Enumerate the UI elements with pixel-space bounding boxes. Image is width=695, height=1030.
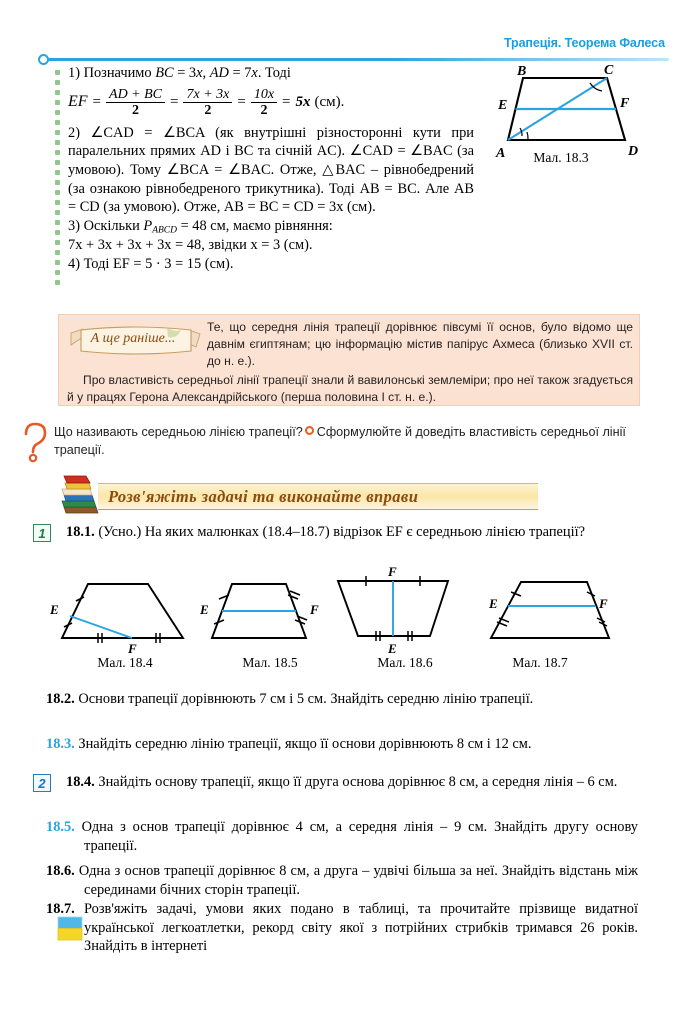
svg-text:F: F (310, 602, 319, 617)
historical-note-paragraph-2: Про властивість середньої лінії трапеції знали й вавилонські землеміри; про неї також згадується й у працях Герона Александрійського (перша половина I ст. н. е.). (67, 372, 633, 404)
step1-bc: BC (155, 65, 174, 81)
figure-18-7-caption: Мал. 18.7 (512, 655, 568, 670)
solution-block (68, 64, 474, 273)
midline-formula (68, 87, 474, 118)
svg-text:E: E (498, 98, 508, 113)
header-bullet-icon (38, 54, 49, 65)
svg-text:F: F (388, 566, 397, 579)
historical-note-text (59, 319, 641, 406)
svg-text:E: E (489, 596, 498, 611)
figure-row (40, 566, 660, 656)
solution-step-3-line1 (68, 217, 474, 237)
exercise-18-5-number: 18.5. (46, 819, 75, 835)
solution-step-4: 4) Тоді EF = 5 · 3 = 15 (см). (68, 255, 234, 272)
exercise-18-4 (66, 773, 636, 792)
fraction-2-numerator: 7x + 3x (186, 86, 230, 102)
page-header (0, 36, 695, 58)
level-badge-1: 1 (33, 524, 51, 542)
formula-fraction-3 (251, 87, 277, 118)
svg-text:E: E (50, 602, 59, 617)
step3-prefix: 3) Оскільки (68, 217, 144, 234)
figure-18-7-svg (475, 566, 625, 656)
question-prompt (54, 424, 639, 459)
figure-18-6-caption: Мал. 18.6 (377, 655, 433, 670)
exercise-18-2-number: 18.2. (46, 691, 75, 707)
svg-text:E: E (200, 602, 209, 617)
figure-18-5-svg (190, 566, 330, 656)
formula-eq-4: = (282, 93, 291, 110)
figure-18-5-caption: Мал. 18.5 (242, 655, 298, 670)
books-stack-svg (58, 473, 104, 515)
step1-comma: , (202, 65, 210, 81)
books-stack-icon (58, 473, 104, 513)
figure-18-3-svg (476, 62, 656, 162)
figure-18-3-caption: Мал. 18.3 (533, 150, 589, 165)
ukraine-flag-svg (57, 916, 84, 942)
fraction-3-denominator: 2 (251, 102, 277, 118)
exercise-18-6-text: Одна з основ трапеції дорівнює 8 см, а друга – удвічі більша за неї. Знайдіть відстань між серединами бічних сторін трапеції. (78, 863, 638, 898)
exercise-18-7 (46, 900, 638, 956)
question-mark-icon (20, 422, 50, 462)
level-badge-2: 2 (33, 774, 51, 792)
section-banner-label: Розв'яжіть задачі та виконайте вправи (108, 487, 419, 506)
svg-text:F: F (599, 596, 608, 611)
step1-end: . Тоді (257, 65, 291, 81)
question-part-2: Сформулюйте й доведіть властивість середньої лінії трапеції. (54, 425, 626, 457)
solution-step-2: 2) ∠CAD = ∠BCA (як внутрішні різносторонні кути при паралельних прямих AD і BC та січній AC). ∠CAD = ∠BAC (за умовою). Тому ∠BCA = ∠BAC. Отже, △BAC – рівнобедрений (за ознакою рівнобедреного трикутника). Тоді AB = BC. Але AB = CD (за умовою). Отже, AB = BC = CD = 3x (см). (68, 124, 474, 216)
exercise-18-7-body (46, 900, 638, 956)
fraction-1-denominator: 2 (106, 102, 165, 118)
step1-eq1: = 3 (173, 65, 197, 81)
figure-18-4-svg (40, 566, 190, 656)
figure-18-3 (476, 62, 656, 162)
exercise-18-3-body (46, 735, 638, 754)
svg-text:F: F (128, 641, 137, 656)
svg-text:B: B (517, 64, 527, 79)
exercise-18-3-number: 18.3. (46, 736, 75, 752)
exercise-18-5 (46, 818, 638, 855)
historical-note-paragraph-1: Те, що середня лінія трапеції дорівнює півсумі її основ, було відомо ще давнім єгиптянам; цю інформацію містив папірус Ахмеса (близько XVII ст. до н. е.). (207, 320, 633, 369)
step1-eq2: = 7 (228, 65, 252, 81)
svg-text:F: F (620, 96, 630, 111)
margin-decoration (55, 70, 61, 292)
figure-18-6-svg (330, 566, 475, 656)
exercise-18-2 (46, 690, 638, 709)
exercise-18-5-text: Одна з основ трапеції дорівнює 4 см, а середня лінія – 9 см. Знайдіть другу основу трапеції. (81, 819, 638, 854)
step1-prefix: 1) Позначимо (68, 65, 156, 81)
svg-text:C: C (604, 63, 614, 78)
historical-note-box (58, 314, 640, 406)
fraction-2-denominator: 2 (183, 102, 232, 118)
formula-eq-1: = (92, 93, 102, 110)
svg-text:D: D (628, 144, 639, 159)
formula-lhs: EF (68, 92, 88, 110)
formula-result: 5x (295, 93, 311, 110)
formula-eq-2: = (170, 93, 179, 110)
exercise-18-2-body (46, 690, 638, 709)
exercise-18-4-number: 18.4. (66, 774, 95, 790)
ukraine-flag-icon (57, 916, 84, 942)
svg-text:A: A (496, 146, 506, 161)
figure-18-5 (190, 566, 330, 661)
formula-eq-3: = (237, 93, 246, 110)
step1-x2: x (251, 65, 258, 81)
step1-x1: x (196, 65, 203, 81)
formula-unit: (см). (314, 93, 345, 110)
step1-ad: AD (209, 65, 229, 81)
fraction-3-numerator: 10x (253, 86, 275, 102)
page-title: Трапеція. Теорема Фалеса (503, 36, 665, 50)
question-bullet-icon (305, 426, 314, 435)
solution-step-3-line2: 7x + 3x + 3x + 3x = 48, звідки x = 3 (см). (68, 237, 313, 254)
exercise-18-2-text: Основи трапеції дорівнюють 7 см і 5 см. Знайдіть середню лінію трапеції. (78, 691, 534, 707)
exercise-18-7-text: Розв'яжіть задачі, умови яких подано в таблиці, та прочитайте прізвище видатної української легкоатлетки, рекорд світу якої з потрійних стрибків тримався 26 років. Знайдіть в інтернеті (84, 901, 638, 955)
exercise-18-6 (46, 862, 638, 899)
solution-step-1 (68, 64, 474, 83)
formula-fraction-1 (106, 87, 165, 118)
figure-18-4 (40, 566, 190, 661)
question-part-1: Що називають середньою лінією трапеції? (54, 425, 303, 439)
exercise-18-6-number: 18.6. (46, 863, 75, 879)
step3-suffix: = 48 см, маємо рівняння: (177, 217, 333, 234)
exercise-18-1 (66, 523, 636, 542)
exercise-18-6-body (46, 862, 638, 899)
step3-perimeter-subscript: ABCD (152, 225, 177, 236)
question-mark-svg (20, 422, 50, 464)
figure-18-4-caption: Мал. 18.4 (97, 655, 153, 670)
header-divider (44, 58, 669, 61)
exercise-18-5-body (46, 818, 638, 855)
ribbon-label: А ще раніше... (90, 331, 176, 346)
fraction-1-numerator: AD + BC (109, 86, 163, 102)
exercise-18-1-body (66, 523, 636, 542)
figure-18-7 (475, 566, 625, 661)
figure-18-6 (330, 566, 475, 661)
exercise-18-1-number: 18.1. (66, 524, 95, 540)
formula-fraction-2 (183, 87, 232, 118)
exercise-18-7-number: 18.7. (46, 901, 75, 917)
exercise-18-1-text: (Усно.) На яких малюнках (18.4–18.7) відрізок EF є середньою лінією трапеції? (98, 524, 586, 540)
exercise-18-4-body (66, 773, 636, 792)
exercise-18-3-text: Знайдіть середню лінію трапеції, якщо її основи дорівнюють 8 см і 12 см. (78, 736, 532, 752)
step3-perimeter-symbol: P (143, 217, 153, 234)
exercise-18-4-text: Знайдіть основу трапеції, якщо її друга основа дорівнює 8 см, а середня лінія – 6 см. (98, 774, 618, 790)
svg-text:E: E (388, 641, 397, 656)
exercise-18-3 (46, 735, 638, 754)
